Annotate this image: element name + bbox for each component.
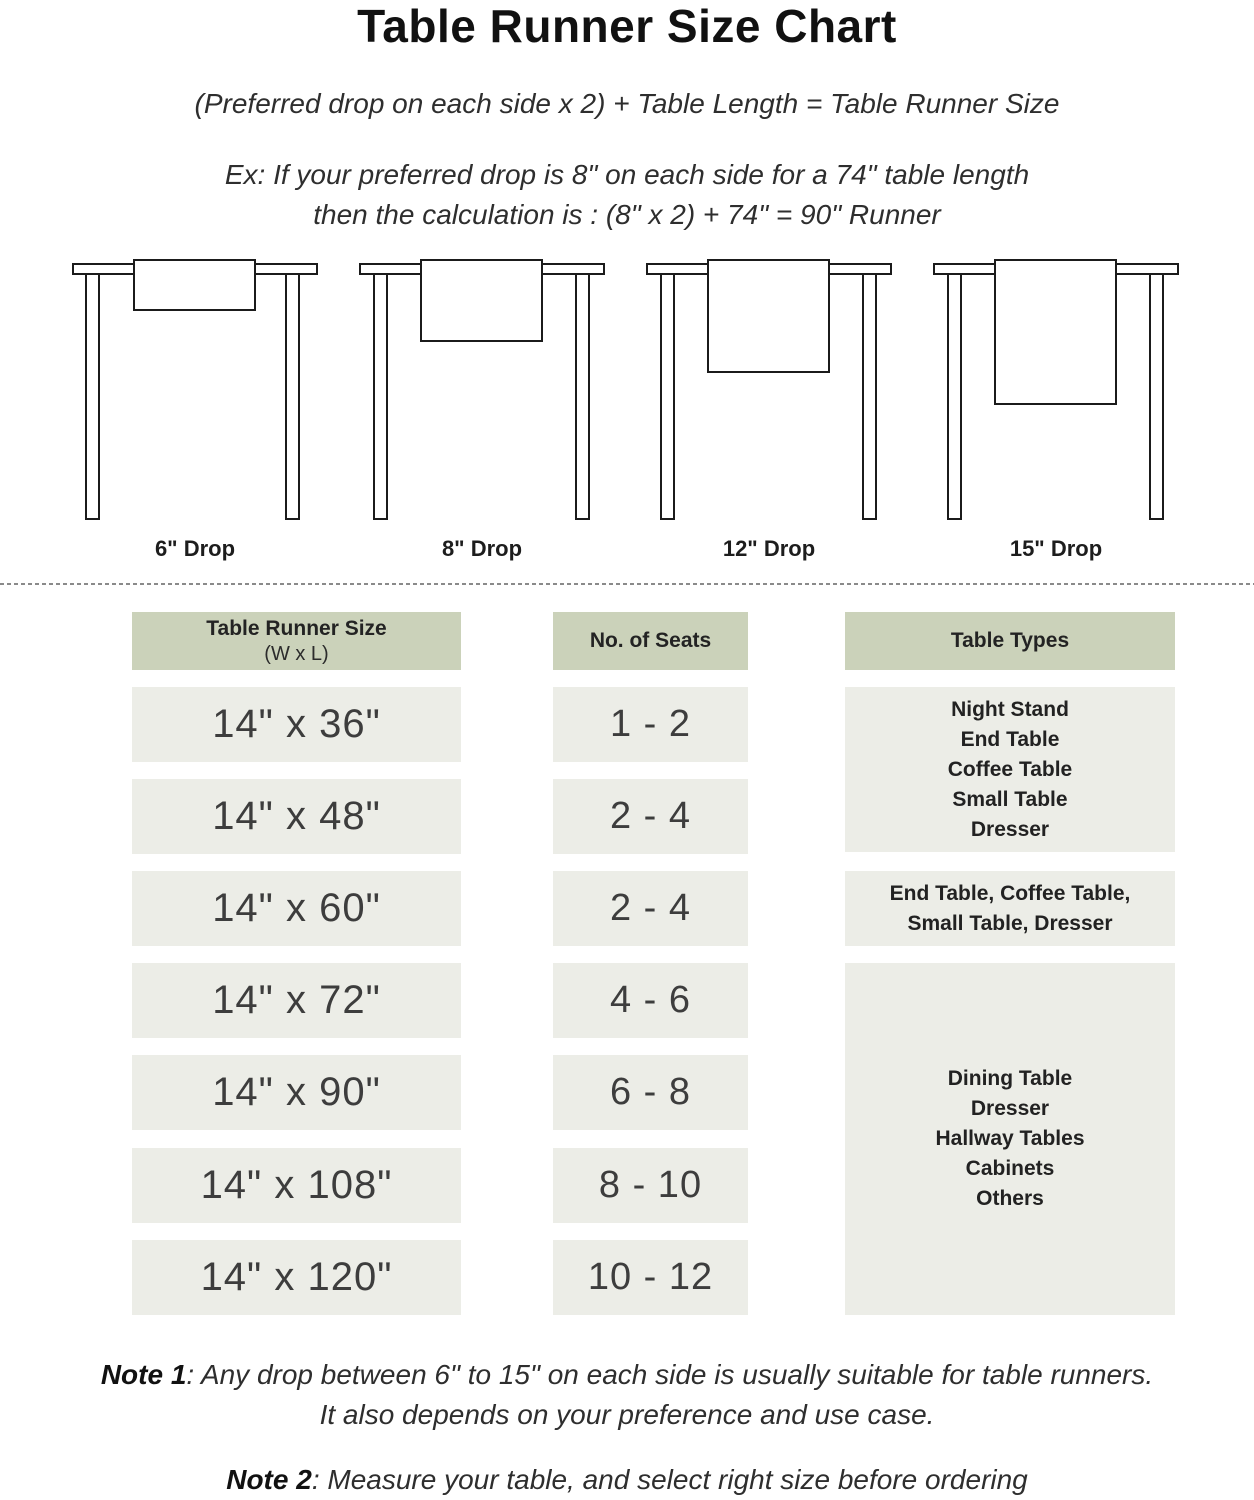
- size-cell-row1: 14" x 36": [132, 687, 461, 762]
- runner-8-drop-icon: [420, 259, 543, 342]
- note-1-text: : Any drop between 6" to 15" on each side is usually suitable for table runners.: [186, 1359, 1154, 1390]
- runner-12-drop-icon: [707, 259, 830, 373]
- header-table-runner-size: [132, 612, 461, 670]
- size-cell-row6: 14" x 108": [132, 1148, 461, 1223]
- table-types-block-2: End Table, Coffee Table, Small Table, Dresser: [845, 871, 1175, 946]
- table-leg-icon: [373, 275, 388, 520]
- table-types-block-1: Night Stand End Table Coffee Table Small Table Dresser: [845, 687, 1175, 852]
- table-leg-icon: [575, 275, 590, 520]
- seats-cell-row3: 2 - 4: [553, 871, 748, 946]
- table-leg-icon: [947, 275, 962, 520]
- table-leg-icon: [85, 275, 100, 520]
- size-cell-row3: 14" x 60": [132, 871, 461, 946]
- example-line-1: Ex: If your preferred drop is 8" on each side for a 74" table length: [224, 159, 1030, 190]
- table-types-block-3: Dining Table Dresser Hallway Tables Cabinets Others: [845, 963, 1175, 1315]
- header-table-types: Table Types: [845, 612, 1175, 670]
- runner-6-drop-icon: [133, 259, 256, 311]
- runner-15-drop-icon: [994, 259, 1117, 405]
- header-no-of-seats: No. of Seats: [553, 612, 748, 670]
- note-1: [0, 1355, 1254, 1435]
- seats-cell-row2: 2 - 4: [553, 779, 748, 854]
- size-cell-row5: 14" x 90": [132, 1055, 461, 1130]
- drop-label-6: 6" Drop: [154, 536, 236, 561]
- note-1-label: Note 1: [100, 1359, 187, 1390]
- drop-label-15: 15" Drop: [1009, 536, 1103, 561]
- size-cell-row2: 14" x 48": [132, 779, 461, 854]
- dashed-divider: [0, 583, 1254, 585]
- drop-label-8: 8" Drop: [441, 536, 523, 561]
- seats-cell-row6: 8 - 10: [553, 1148, 748, 1223]
- formula-text: (Preferred drop on each side x 2) + Table Length = Table Runner Size: [194, 88, 1060, 119]
- note-2-text: : Measure your table, and select right size before ordering: [311, 1464, 1028, 1495]
- table-leg-icon: [285, 275, 300, 520]
- size-cell-row7: 14" x 120": [132, 1240, 461, 1315]
- drop-label-12: 12" Drop: [722, 536, 816, 561]
- size-cell-row4: 14" x 72": [132, 963, 461, 1038]
- example-text: [0, 155, 1254, 235]
- header-size-line1: Table Runner Size: [206, 617, 387, 640]
- note-2-label: Note 2: [226, 1464, 312, 1495]
- seats-cell-row1: 1 - 2: [553, 687, 748, 762]
- table-leg-icon: [660, 275, 675, 520]
- seats-cell-row7: 10 - 12: [553, 1240, 748, 1315]
- note-2: [0, 1460, 1254, 1500]
- page-title: Table Runner Size Chart: [357, 0, 897, 52]
- note-1-line2: It also depends on your preference and use case.: [319, 1399, 935, 1430]
- seats-cell-row4: 4 - 6: [553, 963, 748, 1038]
- seats-cell-row5: 6 - 8: [553, 1055, 748, 1130]
- table-leg-icon: [1149, 275, 1164, 520]
- example-line-2: then the calculation is : (8" x 2) + 74" = 90" Runner: [313, 199, 941, 230]
- table-leg-icon: [862, 275, 877, 520]
- header-size-line2: (W x L): [264, 643, 329, 665]
